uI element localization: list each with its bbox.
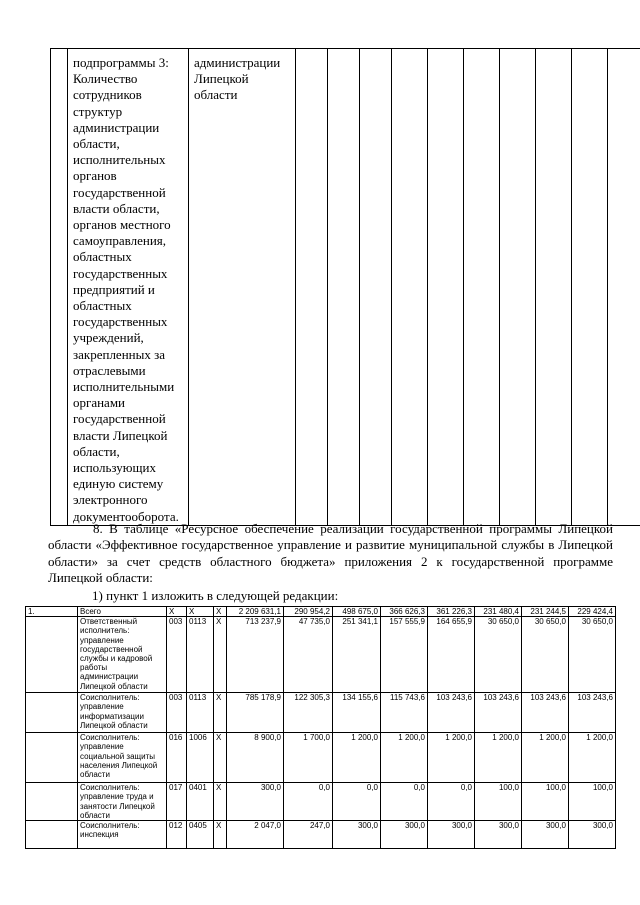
- csr-code-cell: Х: [214, 607, 227, 617]
- upper-cell-empty: [296, 49, 328, 526]
- value-cell: 30 650,0: [522, 617, 569, 693]
- value-cell: 231 480,4: [475, 607, 522, 617]
- value-cell: 1 200,0: [475, 733, 522, 783]
- value-cell: 164 655,9: [428, 617, 475, 693]
- csr-code-cell: Х: [214, 783, 227, 821]
- value-cell: 300,0: [428, 821, 475, 849]
- value-cell: 290 954,2: [284, 607, 333, 617]
- value-cell: 247,0: [284, 821, 333, 849]
- value-cell: 498 675,0: [333, 607, 381, 617]
- value-cell: 251 341,1: [333, 617, 381, 693]
- value-cell: 134 155,6: [333, 693, 381, 733]
- row-number-cell: [26, 693, 78, 733]
- grbs-code-cell: 012: [167, 821, 187, 849]
- value-cell: 103 243,6: [569, 693, 616, 733]
- value-cell: 0,0: [333, 783, 381, 821]
- value-cell: 157 555,9: [381, 617, 428, 693]
- table-row: [26, 607, 616, 617]
- paragraph-item-1: 1) пункт 1 изложить в следующей редакции:: [92, 588, 339, 603]
- row-name-cell: Соисполнитель: управление труда и занятости Липецкой области: [78, 783, 167, 821]
- value-cell: 366 626,3: [381, 607, 428, 617]
- row-name-cell: Ответственный исполнитель: управление государственной службы и кадровой работы администрации Липецкой области: [78, 617, 167, 693]
- rzpr-code-cell: 0401: [187, 783, 214, 821]
- value-cell: 0,0: [381, 783, 428, 821]
- rzpr-code-cell: 1006: [187, 733, 214, 783]
- row-number-cell: [26, 617, 78, 693]
- value-cell: 1 200,0: [333, 733, 381, 783]
- value-cell: 100,0: [475, 783, 522, 821]
- row-number-cell: [26, 821, 78, 849]
- value-cell: 8 900,0: [227, 733, 284, 783]
- value-cell: 103 243,6: [475, 693, 522, 733]
- grbs-code-cell: 003: [167, 693, 187, 733]
- rzpr-code-cell: Х: [187, 607, 214, 617]
- table-row: [26, 693, 616, 733]
- value-cell: 103 243,6: [522, 693, 569, 733]
- value-cell: 300,0: [333, 821, 381, 849]
- row-name-cell: Соисполнитель: управление социальной защиты населения Липецкой области: [78, 733, 167, 783]
- value-cell: 103 243,6: [428, 693, 475, 733]
- value-cell: 30 650,0: [569, 617, 616, 693]
- value-cell: 122 305,3: [284, 693, 333, 733]
- value-cell: 229 424,4: [569, 607, 616, 617]
- value-cell: 300,0: [522, 821, 569, 849]
- row-number-cell: [26, 783, 78, 821]
- value-cell: 361 226,3: [428, 607, 475, 617]
- value-cell: 1 200,0: [522, 733, 569, 783]
- row-number-cell: 1.: [26, 607, 78, 617]
- value-cell: 100,0: [569, 783, 616, 821]
- upper-cell-empty: [572, 49, 608, 526]
- table-row: [26, 733, 616, 783]
- upper-cell-empty: [392, 49, 428, 526]
- rzpr-code-cell: 0113: [187, 617, 214, 693]
- csr-code-cell: Х: [214, 617, 227, 693]
- value-cell: 300,0: [569, 821, 616, 849]
- upper-cell-empty: [464, 49, 500, 526]
- upper-table: [50, 48, 640, 526]
- value-cell: 1 200,0: [428, 733, 475, 783]
- grbs-code-cell: 017: [167, 783, 187, 821]
- upper-cell-empty: [500, 49, 536, 526]
- value-cell: 300,0: [475, 821, 522, 849]
- value-cell: 713 237,9: [227, 617, 284, 693]
- value-cell: 2 047,0: [227, 821, 284, 849]
- value-cell: 100,0: [522, 783, 569, 821]
- upper-cell-indicator: [68, 49, 189, 526]
- page-bottom-margin: [0, 849, 640, 905]
- upper-cell-empty: [536, 49, 572, 526]
- table-row: [26, 783, 616, 821]
- value-cell: 300,0: [381, 821, 428, 849]
- upper-cell-empty: [328, 49, 360, 526]
- grbs-code-cell: 003: [167, 617, 187, 693]
- indicator-text: подпрограммы 3: Количество сотрудников структур администрации области, исполнительных органов государственной власти области, органов местного самоуправления, областных государственных предприятий и областных государственных учреждений, закрепленных за отраслевыми исполнительными органами государственной власти Липецкой области, использующих единую систему электронного документооборота.: [73, 55, 179, 524]
- upper-cell-responsible: [189, 49, 296, 526]
- upper-cell-empty: [428, 49, 464, 526]
- row-name-cell: Соисполнитель: управление информатизации Липецкой области: [78, 693, 167, 733]
- row-name-cell: Соисполнитель: инспекция: [78, 821, 167, 849]
- upper-cell-num: [51, 49, 68, 526]
- upper-cell-empty: [608, 49, 640, 526]
- upper-cell-empty: [360, 49, 392, 526]
- table-row: [26, 821, 616, 849]
- value-cell: 1 700,0: [284, 733, 333, 783]
- row-name-cell: Всего: [78, 607, 167, 617]
- value-cell: 0,0: [284, 783, 333, 821]
- paragraph-8: 8. В таблице «Ресурсное обеспечение реализации государственной программы Липецкой области «Эффективное государственное управление и развитие муниципальной службы в Липецкой области» за счет средств областного бюджета» приложения 2 к государственной программе Липецкой области:: [48, 521, 613, 585]
- value-cell: 2 209 631,1: [227, 607, 284, 617]
- value-cell: 785 178,9: [227, 693, 284, 733]
- rzpr-code-cell: 0113: [187, 693, 214, 733]
- value-cell: 1 200,0: [381, 733, 428, 783]
- row-number-cell: [26, 733, 78, 783]
- responsible-text: администрации Липецкой области: [194, 55, 281, 103]
- grbs-code-cell: Х: [167, 607, 187, 617]
- rzpr-code-cell: 0405: [187, 821, 214, 849]
- value-cell: 1 200,0: [569, 733, 616, 783]
- value-cell: 115 743,6: [381, 693, 428, 733]
- csr-code-cell: Х: [214, 733, 227, 783]
- grbs-code-cell: 016: [167, 733, 187, 783]
- table-row: [26, 617, 616, 693]
- value-cell: 47 735,0: [284, 617, 333, 693]
- csr-code-cell: Х: [214, 821, 227, 849]
- value-cell: 300,0: [227, 783, 284, 821]
- csr-code-cell: Х: [214, 693, 227, 733]
- resource-table: [25, 606, 616, 849]
- upper-table-row: [51, 49, 640, 526]
- value-cell: 30 650,0: [475, 617, 522, 693]
- value-cell: 231 244,5: [522, 607, 569, 617]
- value-cell: 0,0: [428, 783, 475, 821]
